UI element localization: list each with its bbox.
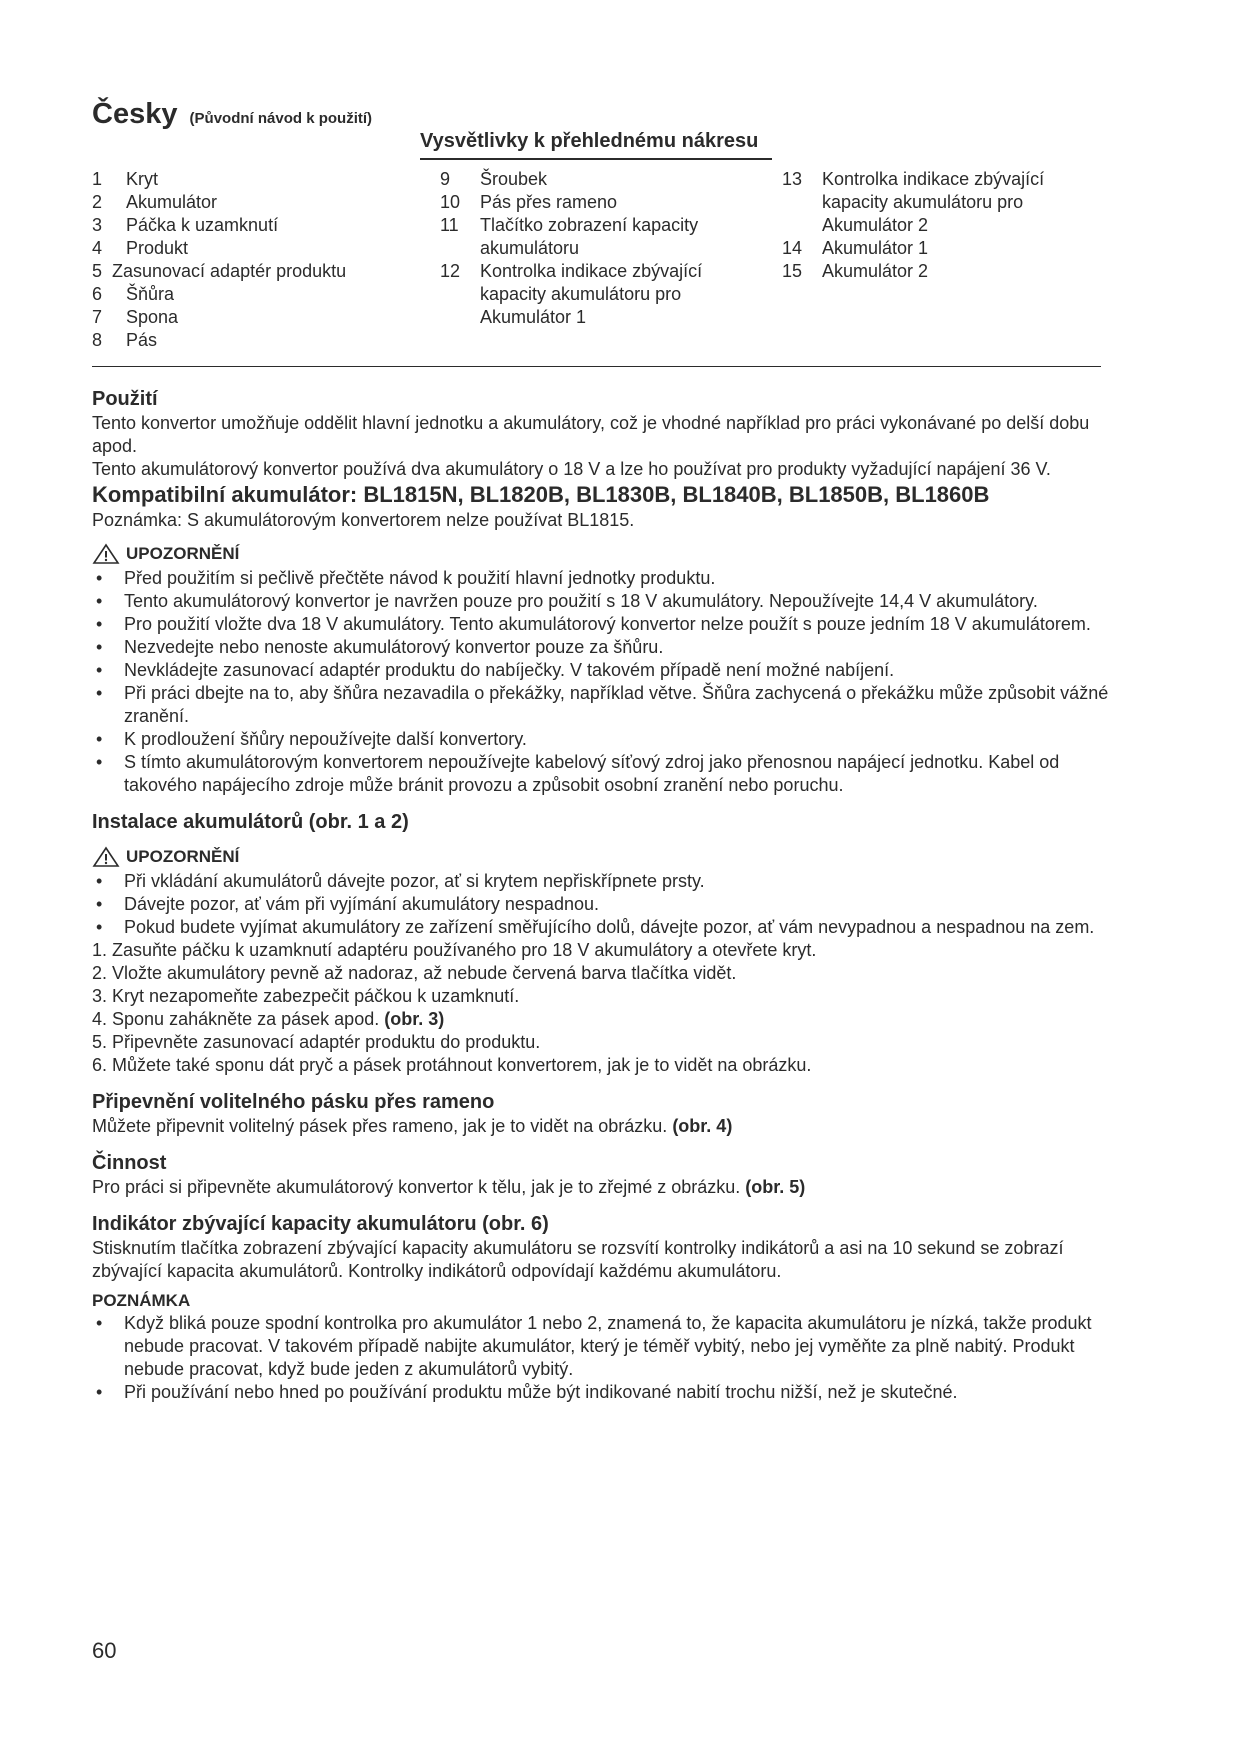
legend-item: 11 Tlačítko zobrazení kapacity akumulátoru xyxy=(440,215,699,258)
legend-item: 3 Páčka k uzamknutí xyxy=(92,215,279,235)
legend-item: 2 Akumulátor xyxy=(92,192,218,212)
compatible-battery-heading: Kompatibilní akumulátor: BL1815N, BL1820B, BL1830B, BL1840B, BL1850B, BL1860B xyxy=(92,482,990,507)
legend-item: 9 Šroubek xyxy=(440,169,548,189)
step-item: 2. Vložte akumulátory pevně až nadoraz, až nebude červená barva tlačítka vidět. xyxy=(92,963,737,983)
compatible-battery-note: Poznámka: S akumulátorovým konvertorem nelze používat BL1815. xyxy=(92,510,635,530)
legend-item: 15 Akumulátor 2 xyxy=(782,261,929,281)
list-item: • Dávejte pozor, ať vám při vyjímání akumulátory nespadnou. xyxy=(92,893,1117,916)
section-divider xyxy=(92,366,1101,367)
install-caution-list xyxy=(92,870,1117,939)
step-item: 5. Připevněte zasunovací adaptér produktu do produktu. xyxy=(92,1032,541,1052)
list-item: • Nezvedejte nebo nenoste akumulátorový konvertor pouze za šňůru. xyxy=(92,636,1117,659)
caution-list xyxy=(92,567,1117,797)
install-heading: Instalace akumulátorů (obr. 1 a 2) xyxy=(92,811,409,833)
caution-title: UPOZORNĚNÍ xyxy=(126,544,240,563)
step-item: 3. Kryt nezapomeňte zabezpečit páčkou k uzamknutí. xyxy=(92,986,520,1006)
legend-column-1 xyxy=(92,168,422,352)
legend-column-2 xyxy=(440,168,760,329)
list-item: • Nevkládejte zasunovací adaptér produktu do nabíječky. V takovém případě není možné nabíjení. xyxy=(92,659,1117,682)
legend-underline xyxy=(420,158,772,160)
list-item: • S tímto akumulátorovým konvertorem nepoužívejte kabelový síťový zdroj jako přenosnou napájecí jednotku. Kabel od takového napájecího zdroje může bránit provozu a způsobit osobní zranění nebo poruchu. xyxy=(92,751,1117,797)
legend-item: 4 Produkt xyxy=(92,238,189,258)
language-subtitle: (Původní návod k použití) xyxy=(189,110,373,127)
legend-item: 13 Kontrolka indikace zbývající kapacity akumulátoru pro Akumulátor 2 xyxy=(782,169,1045,235)
note-heading: POZNÁMKA xyxy=(92,1291,191,1310)
step-item: 4. Sponu zahákněte za pásek apod. (obr. 3) xyxy=(92,1009,445,1029)
install-caution-heading xyxy=(92,845,1117,868)
strap-paragraph: Můžete připevnit volitelný pásek přes rameno, jak je to vidět na obrázku. (obr. 4) xyxy=(92,1116,733,1136)
list-item: • Pro použití vložte dva 18 V akumulátory. Tento akumulátorový konvertor nelze použít s pouze jedním 18 V akumulátorem. xyxy=(92,613,1117,636)
list-item: • Při práci dbejte na to, aby šňůra nezavadila o překážky, například větve. Šňůra zachycená o překážku může způsobit vážné zranění. xyxy=(92,682,1117,728)
list-item: • Při vkládání akumulátorů dávejte pozor, ať si krytem nepřiskřípnete prsty. xyxy=(92,870,1117,893)
legend-item: 7 Spona xyxy=(92,307,179,327)
strap-heading: Připevnění volitelného pásku přes rameno xyxy=(92,1091,495,1113)
list-item: • Pokud budete vyjímat akumulátory ze zařízení směřujícího dolů, dávejte pozor, ať vám nevypadnou a nespadnou na zem. xyxy=(92,916,1117,939)
list-item: • Když bliká pouze spodní kontrolka pro akumulátor 1 nebo 2, znamená to, že kapacita akumulátoru je nízká, takže produkt nebude pracovat. V takovém případě nabijte akumulátor, který je téměř vybitý, nebo jej vyměňte za plně nabitý. Produkt nebude pracovat, když bude jeden z akumulátorů vybitý. xyxy=(92,1312,1117,1381)
use-paragraph-2: Tento akumulátorový konvertor používá dva akumulátory o 18 V a lze ho používat pro produkty vyžadující napájení 36 V. xyxy=(92,459,1051,479)
legend-column-3 xyxy=(782,168,1102,283)
operation-heading: Činnost xyxy=(92,1152,167,1174)
legend-item: 5 Zasunovací adaptér produktu xyxy=(92,261,347,281)
language-title: Česky xyxy=(92,98,178,130)
list-item: • Před použitím si pečlivě přečtěte návod k použití hlavní jednotky produktu. xyxy=(92,567,1117,590)
legend-item: 8 Pás xyxy=(92,330,158,350)
list-item: • Při používání nebo hned po používání produktu může být indikované nabití trochu nižší, než je skutečné. xyxy=(92,1381,1117,1404)
warning-triangle-icon xyxy=(92,846,120,868)
indicator-paragraph: Stisknutím tlačítka zobrazení zbývající kapacity akumulátoru se rozsvítí kontrolky indikátorů a asi na 10 sekund se zobrazí zbývající kapacita akumulátorů. Kontrolky indikátorů odpovídají každému akumulátoru. xyxy=(92,1238,1064,1281)
install-steps xyxy=(92,939,1117,1077)
legend-item: 10 Pás přes rameno xyxy=(440,192,618,212)
step-item: 6. Můžete také sponu dát pryč a pásek protáhnout konvertorem, jak je to vidět na obrázku. xyxy=(92,1055,812,1075)
operation-paragraph: Pro práci si připevněte akumulátorový konvertor k tělu, jak je to zřejmé z obrázku. (obr. 5) xyxy=(92,1177,806,1197)
indicator-heading: Indikátor zbývající kapacity akumulátoru (obr. 6) xyxy=(92,1213,549,1235)
list-item: • Tento akumulátorový konvertor je navržen pouze pro použití s 18 V akumulátory. Nepoužívejte 14,4 V akumulátory. xyxy=(92,590,1117,613)
language-heading xyxy=(92,98,372,131)
legend-item: 1 Kryt xyxy=(92,169,159,189)
install-caution-title: UPOZORNĚNÍ xyxy=(126,847,240,866)
figure-reference: (obr. 5) xyxy=(745,1177,806,1197)
legend-title: Vysvětlivky k přehlednému nákresu xyxy=(420,130,759,152)
use-heading: Použití xyxy=(92,388,158,410)
note-list xyxy=(92,1312,1117,1404)
figure-reference: (obr. 4) xyxy=(672,1116,733,1136)
legend-item: 6 Šňůra xyxy=(92,284,175,304)
legend-item: 14 Akumulátor 1 xyxy=(782,238,929,258)
page-number: 60 xyxy=(92,1638,117,1663)
figure-reference: (obr. 3) xyxy=(384,1009,445,1029)
main-content xyxy=(92,386,1117,1404)
use-paragraph-1: Tento konvertor umožňuje oddělit hlavní jednotku a akumulátory, což je vhodné například pro práci vykonávané po delší dobu apod. xyxy=(92,413,1090,456)
legend-item: 12 Kontrolka indikace zbývající kapacity akumulátoru pro Akumulátor 1 xyxy=(440,261,703,327)
step-item: 1. Zasuňte páčku k uzamknutí adaptéru používaného pro 18 V akumulátory a otevřete kryt. xyxy=(92,940,817,960)
caution-heading xyxy=(92,542,1117,565)
warning-triangle-icon xyxy=(92,543,120,565)
list-item: • K prodloužení šňůry nepoužívejte další konvertory. xyxy=(92,728,1117,751)
